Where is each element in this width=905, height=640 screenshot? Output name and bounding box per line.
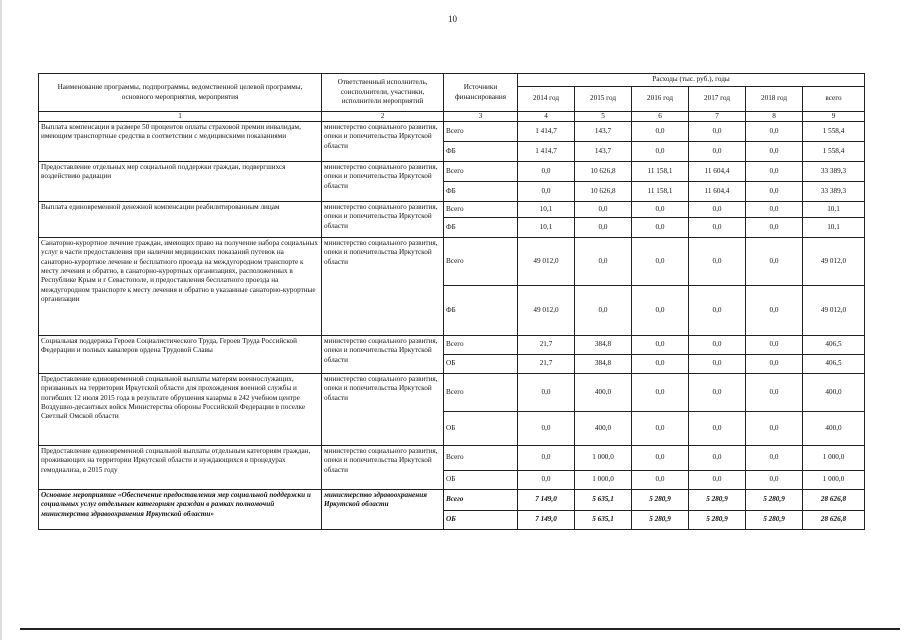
table-row: [39, 122, 865, 142]
header-expenses-group: Расходы (тыс. руб.), годы: [518, 74, 865, 87]
financing-source: ФБ: [444, 286, 518, 336]
year-value: 5 280,9: [746, 490, 803, 511]
col-number: 4: [518, 112, 575, 122]
year-value: 1 000,0: [575, 471, 632, 490]
total-value: 33 389,3: [803, 182, 865, 202]
total-value: 400,0: [803, 412, 865, 446]
financing-source: Всего: [444, 490, 518, 511]
year-value: 0,0: [575, 218, 632, 238]
year-value: 0,0: [746, 355, 803, 374]
year-value: 11 604,4: [689, 182, 746, 202]
financing-source: ОБ: [444, 355, 518, 374]
total-value: 49 012,0: [803, 238, 865, 286]
year-value: 0,0: [689, 336, 746, 355]
year-value: 0,0: [632, 374, 689, 412]
row-name: Предоставление отдельных мер социальной поддержки граждан, подвергшихся воздействию радиации: [39, 162, 322, 202]
year-value: 0,0: [518, 412, 575, 446]
table-row: [39, 238, 865, 286]
row-executor: министерство здравоохранения Иркутской области: [322, 490, 444, 530]
year-value: 0,0: [746, 336, 803, 355]
col-number: 3: [444, 112, 518, 122]
table-row: [39, 336, 865, 355]
year-value: 5 280,9: [746, 511, 803, 530]
year-value: 384,8: [575, 336, 632, 355]
year-value: 49 012,0: [518, 286, 575, 336]
year-value: 0,0: [746, 162, 803, 182]
year-value: 0,0: [689, 471, 746, 490]
total-value: 406,5: [803, 355, 865, 374]
year-value: 0,0: [746, 374, 803, 412]
year-value: 1 414,7: [518, 122, 575, 142]
total-value: 1 000,0: [803, 446, 865, 471]
year-value: 0,0: [689, 238, 746, 286]
header-year: 2016 год: [632, 87, 689, 112]
total-value: 1 558,4: [803, 122, 865, 142]
total-value: 28 626,8: [803, 511, 865, 530]
row-name: Выплата единовременной денежной компенсации реабилитированным лицам: [39, 202, 322, 238]
financing-source: Всего: [444, 162, 518, 182]
year-value: 0,0: [518, 471, 575, 490]
year-value: 143,7: [575, 122, 632, 142]
year-value: 0,0: [632, 238, 689, 286]
row-executor: министерство социального развития, опеки и попечительства Иркутской области: [322, 202, 444, 238]
year-value: 5 635,1: [575, 511, 632, 530]
year-value: 7 149,0: [518, 490, 575, 511]
row-executor: министерство социального развития, опеки и попечительства Иркутской области: [322, 374, 444, 446]
year-value: 0,0: [632, 355, 689, 374]
year-value: 11 158,1: [632, 162, 689, 182]
year-value: 0,0: [632, 218, 689, 238]
table-row: [39, 374, 865, 412]
total-value: 1 558,4: [803, 142, 865, 162]
year-value: 384,8: [575, 355, 632, 374]
year-value: 0,0: [746, 238, 803, 286]
year-value: 10,1: [518, 218, 575, 238]
year-value: 143,7: [575, 142, 632, 162]
year-value: 0,0: [575, 238, 632, 286]
year-value: 0,0: [746, 286, 803, 336]
year-value: 5 280,9: [689, 490, 746, 511]
year-value: 0,0: [689, 122, 746, 142]
financing-source: Всего: [444, 238, 518, 286]
col-number: 5: [575, 112, 632, 122]
header-name: Наименование программы, подпрограммы, ведомственной целевой программы, основного мероприятия, мероприятия: [39, 74, 322, 112]
row-executor: министерство социального развития, опеки и попечительства Иркутской области: [322, 162, 444, 202]
table-row: [39, 202, 865, 218]
header-year: 2014 год: [518, 87, 575, 112]
year-value: 0,0: [689, 374, 746, 412]
year-value: 0,0: [689, 412, 746, 446]
total-value: 406,5: [803, 336, 865, 355]
year-value: 0,0: [632, 412, 689, 446]
header-year: 2015 год: [575, 87, 632, 112]
total-value: 1 000,0: [803, 471, 865, 490]
year-value: 0,0: [746, 446, 803, 471]
year-value: 0,0: [746, 182, 803, 202]
year-value: 0,0: [632, 122, 689, 142]
year-value: 0,0: [689, 202, 746, 218]
financing-source: ФБ: [444, 142, 518, 162]
header-total: всего: [803, 87, 865, 112]
header-executor: Ответственный исполнитель, соисполнители, участники, исполнители мероприятий: [322, 74, 444, 112]
row-name: Выплата компенсации в размере 50 процентов оплаты страховой премии инвалидам, имеющим транспортные средства в соответствии с медицинскими показаниями: [39, 122, 322, 162]
year-value: 400,0: [575, 412, 632, 446]
year-value: 0,0: [689, 142, 746, 162]
year-value: 0,0: [632, 446, 689, 471]
financing-source: ОБ: [444, 412, 518, 446]
year-value: 0,0: [575, 286, 632, 336]
table-row: [39, 162, 865, 182]
page-bottom-edge: [20, 628, 900, 630]
column-numbers-row: [39, 112, 865, 122]
total-value: 33 389,3: [803, 162, 865, 182]
financing-source: ФБ: [444, 218, 518, 238]
table-body: [39, 122, 865, 530]
year-value: 5 280,9: [689, 511, 746, 530]
financing-source: ОБ: [444, 511, 518, 530]
col-number: 9: [803, 112, 865, 122]
col-number: 8: [746, 112, 803, 122]
year-value: 0,0: [632, 142, 689, 162]
year-value: 21,7: [518, 355, 575, 374]
year-value: 0,0: [746, 471, 803, 490]
year-value: 0,0: [518, 162, 575, 182]
year-value: 0,0: [632, 471, 689, 490]
year-value: 0,0: [746, 202, 803, 218]
year-value: 0,0: [746, 218, 803, 238]
year-value: 0,0: [518, 446, 575, 471]
header-year: 2017 год: [689, 87, 746, 112]
year-value: 10 626,8: [575, 162, 632, 182]
year-value: 0,0: [746, 142, 803, 162]
total-value: 10,1: [803, 218, 865, 238]
row-name: Основное мероприятие «Обеспечение предоставления мер социальной поддержки и социальных услуг отдельным категориям граждан в рамках полномочий министерства здравоохранения Иркутской области»: [39, 490, 322, 530]
year-value: 1 414,7: [518, 142, 575, 162]
year-value: 0,0: [518, 182, 575, 202]
total-value: 28 626,8: [803, 490, 865, 511]
year-value: 0,0: [689, 355, 746, 374]
financing-source: Всего: [444, 446, 518, 471]
year-value: 0,0: [746, 412, 803, 446]
col-number: 1: [39, 112, 322, 122]
col-number: 6: [632, 112, 689, 122]
year-value: 10,1: [518, 202, 575, 218]
row-executor: министерство социального развития, опеки и попечительства Иркутской области: [322, 122, 444, 162]
page-number: 10: [448, 14, 457, 24]
year-value: 10 626,8: [575, 182, 632, 202]
total-value: 400,0: [803, 374, 865, 412]
year-value: 1 000,0: [575, 446, 632, 471]
total-value: 10,1: [803, 202, 865, 218]
year-value: 0,0: [632, 286, 689, 336]
col-number: 2: [322, 112, 444, 122]
financing-source: Всего: [444, 202, 518, 218]
header-year: 2018 год: [746, 87, 803, 112]
row-name: Санаторно-курортное лечение граждан, имеющих право на получение набора социальных услуг в части предоставления при наличии медицинских показаний путевок на санаторно-курортное лечение и бесплатного проезда на междугородном транспорте к месту лечения и обратно, в санаторно-курортных организациях, расположенных в Республике Крым и г Севастополе, и предоставления бесплатного проезда на междугородном транспорте к месту лечения и обратно в указанные санаторно-курортные организации: [39, 238, 322, 336]
row-executor: министерство социального развития, опеки и попечительства Иркутской области: [322, 238, 444, 336]
year-value: 0,0: [689, 446, 746, 471]
row-executor: министерство социального развития, опеки и попечительства Иркутской области: [322, 336, 444, 374]
year-value: 5 280,9: [632, 511, 689, 530]
expenses-table: [38, 73, 865, 530]
year-value: 11 604,4: [689, 162, 746, 182]
year-value: 5 635,1: [575, 490, 632, 511]
row-name: Предоставление единовременной социальной выплаты отдельным категориям граждан, проживающих на территории Иркутской области и нуждающихся в процедурах гемодиализа, в 2015 году: [39, 446, 322, 490]
year-value: 0,0: [632, 336, 689, 355]
year-value: 0,0: [746, 122, 803, 142]
row-executor: министерство социального развития, опеки и попечительства Иркутской области: [322, 446, 444, 490]
col-number: 7: [689, 112, 746, 122]
year-value: 0,0: [518, 374, 575, 412]
year-value: 400,0: [575, 374, 632, 412]
year-value: 7 149,0: [518, 511, 575, 530]
row-name: Социальная поддержка Героев Социалистического Труда, Героев Труда Российской Федерации и полных кавалеров ордена Трудовой Славы: [39, 336, 322, 374]
financing-source: ОБ: [444, 471, 518, 490]
year-value: 0,0: [575, 202, 632, 218]
year-value: 0,0: [689, 218, 746, 238]
row-name: Предоставление единовременной социальной выплаты матерям военнослужащих, призванных на территории Иркутской области для прохождения военной службы и погибших 12 июля 2015 года в результате обрушения казармы в 242 учебном центре Воздушно-десантных войск Министерства обороны Российской Федерации в поселке Светлый Омской области: [39, 374, 322, 446]
table-row: [39, 446, 865, 471]
financing-source: Всего: [444, 336, 518, 355]
table-row: [39, 490, 865, 511]
header-source: Источники финансирования: [444, 74, 518, 112]
financing-source: Всего: [444, 122, 518, 142]
year-value: 0,0: [632, 202, 689, 218]
year-value: 0,0: [689, 286, 746, 336]
year-value: 49 012,0: [518, 238, 575, 286]
year-value: 5 280,9: [632, 490, 689, 511]
year-value: 11 158,1: [632, 182, 689, 202]
financing-source: Всего: [444, 374, 518, 412]
year-value: 21,7: [518, 336, 575, 355]
total-value: 49 012,0: [803, 286, 865, 336]
scan-edge: [0, 0, 2, 640]
financing-source: ФБ: [444, 182, 518, 202]
